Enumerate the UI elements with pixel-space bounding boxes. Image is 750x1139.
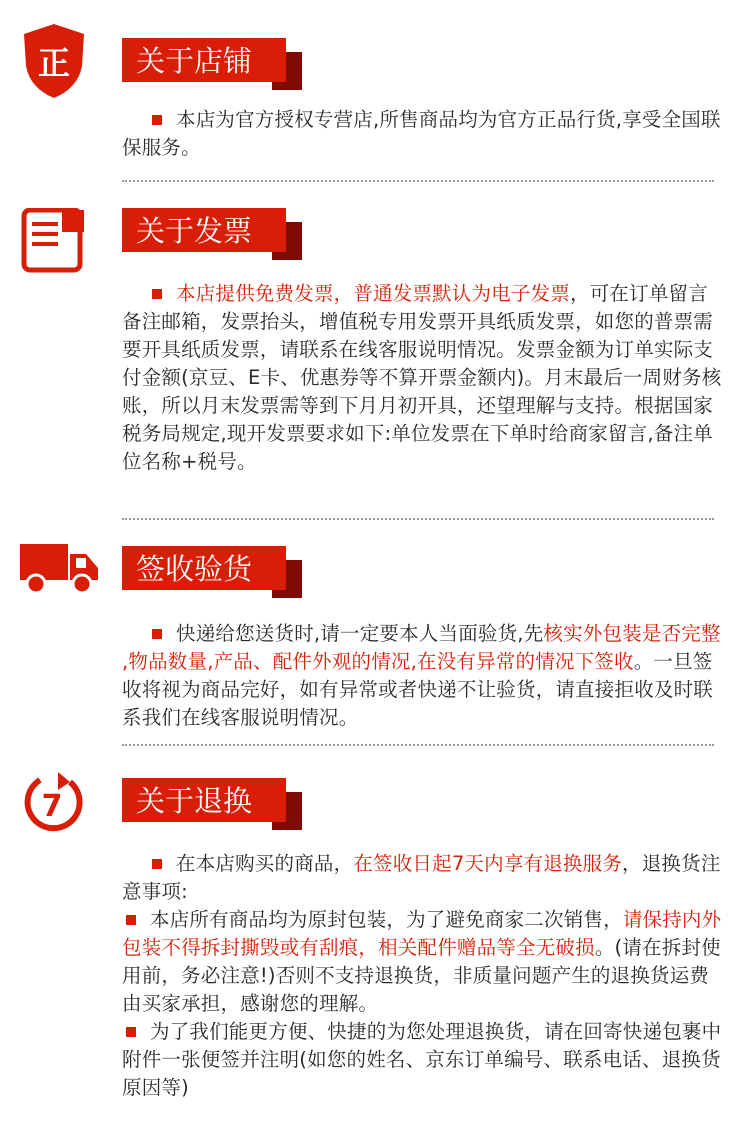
- divider: [122, 744, 714, 746]
- store-title-ribbon: [122, 38, 302, 90]
- receipt-title-ribbon: [122, 546, 302, 598]
- invoice-title-ribbon: [122, 208, 302, 260]
- divider: [122, 180, 714, 182]
- invoice-paragraph-block: [122, 280, 722, 476]
- bullet-square: [152, 115, 162, 125]
- returns-paragraph-block: [122, 850, 722, 1102]
- returns-item-1-tail: ，退换货注意事项:: [122, 852, 721, 903]
- bullet-square: [152, 859, 162, 869]
- receipt-text-after: 。一旦签收将视为商品完好，如有异常或者快递不让验货，请直接拒收及时联系我们在线客服说明情况。: [122, 650, 714, 729]
- receipt-highlight: 核实外包装是否完整 ,物品数量,产品、配件外观的情况,在没有异常的情况下签收: [122, 622, 721, 673]
- shield-icon: [18, 20, 90, 92]
- return-7-icon: [18, 766, 90, 838]
- returns-item-2: [122, 906, 722, 1018]
- returns-title-ribbon: [122, 778, 302, 830]
- truck-icon: [18, 540, 100, 612]
- store-paragraph-block: [122, 106, 722, 162]
- invoice-highlight: 本店提供免费发票，普通发票默认为电子发票: [176, 282, 571, 305]
- returns-item-1: [122, 850, 722, 906]
- receipt-title: 签收验货: [136, 552, 253, 586]
- returns-item-3-text: 为了我们能更方便、快捷的为您处理退换货，请在回寄快递包裹中附件一张便签并注明(如您的姓名、京东订单编号、联系电话、退换货原因等): [122, 1020, 722, 1099]
- return-icon-number: 7: [41, 789, 63, 824]
- bullet-square: [126, 1027, 136, 1037]
- divider: [122, 518, 714, 520]
- bullet-square: [152, 629, 162, 639]
- invoice-title: 关于发票: [136, 214, 253, 248]
- returns-title: 关于退换: [136, 784, 253, 818]
- store-title: 关于店铺: [136, 44, 253, 78]
- shield-letter: 正: [37, 44, 71, 82]
- document-icon: [18, 208, 90, 280]
- receipt-paragraph-block: [122, 620, 722, 732]
- returns-item-2-text: 本店所有商品均为原封包装，为了避免商家二次销售，: [150, 908, 623, 931]
- returns-item-2-tail: 。(请在拆封使用前，务必注意!)否则不支持退换货，非质量问题产生的退换货运费由买家承担，感谢您的理解。: [122, 936, 721, 1015]
- receipt-text-before: 快递给您送货时,请一定要本人当面验货,先: [176, 622, 544, 645]
- store-paragraph: 本店为官方授权专营店,所售商品均为官方正品行货,享受全国联保服务。: [122, 108, 721, 159]
- returns-item-3: [122, 1018, 722, 1102]
- returns-item-2-highlight: 请保持内外包装不得拆封撕毁或有刮痕，相关配件赠品等全无破损: [122, 908, 722, 959]
- returns-item-1-text: 在本店购买的商品，: [176, 852, 354, 875]
- invoice-paragraph: ，可在订单留言备注邮箱，发票抬头，增值税专用发票开具纸质发票，如您的普票需要开具纸质发票，请联系在线客服说明情况。发票金额为订单实际支付金额(京豆、E卡、优惠券等不算开票金额内)。月末最后一周财务核账，所以月末发票需等到下月月初开具，还望理解与支持。根据国家税务局规定,现开发票要求如下:单位发票在下单时给商家留言,备注单位名称+税号。: [122, 282, 722, 473]
- bullet-square: [126, 915, 136, 925]
- bullet-square: [152, 289, 162, 299]
- returns-item-1-highlight: 在签收日起7天内享有退换服务: [353, 852, 623, 875]
